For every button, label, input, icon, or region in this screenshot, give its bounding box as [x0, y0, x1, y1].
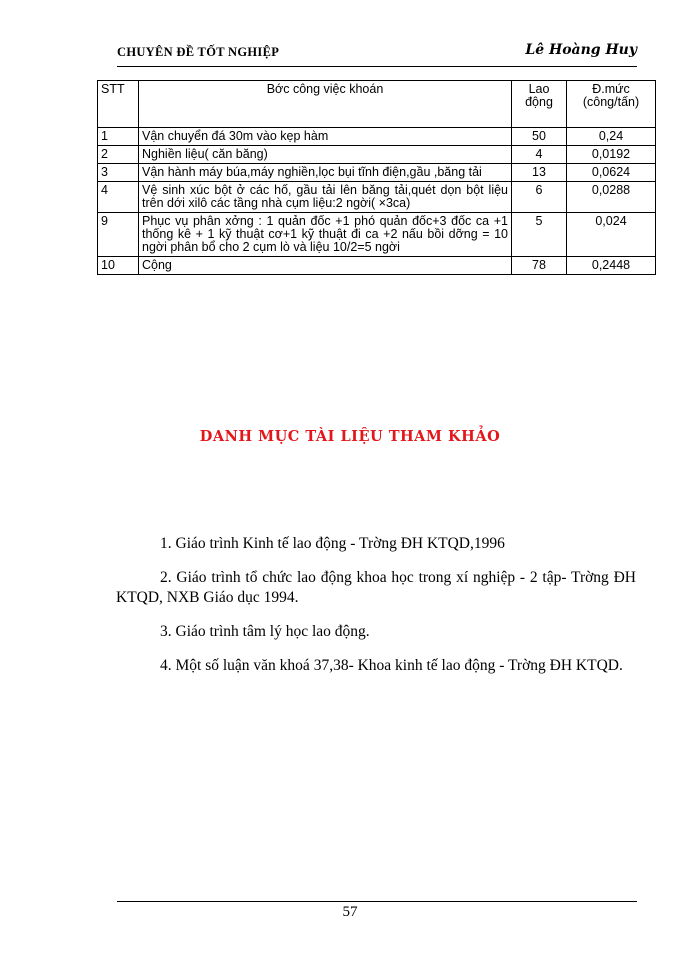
cell-rate: 0,024: [567, 213, 656, 257]
cell-rate: 0,2448: [567, 257, 656, 275]
header-stt: STT: [98, 81, 139, 128]
footer-divider: [117, 901, 637, 902]
cell-rate: 0,0624: [567, 164, 656, 182]
cell-labor: 5: [512, 213, 567, 257]
table-row: [98, 257, 656, 275]
references-list: [116, 534, 636, 690]
cell-rate: 0,0288: [567, 182, 656, 213]
cell-task: Vận hành máy búa,máy nghiền,lọc bụi tĩnh điện,gầu ,băng tải: [139, 164, 512, 182]
cell-task: Phục vụ phân xởng : 1 quản đốc +1 phó quản đốc+3 đốc ca +1 thống kê + 1 kỹ thuật cơ+1 kỹ thuật đi ca +2 nấu bồi dỡng = 10 ngời phân bổ cho 2 cụm lò và liệu 10/2=5 ngời: [139, 213, 512, 257]
header-author: Lê Hoàng Huy: [525, 42, 637, 58]
table-row: [98, 146, 656, 164]
header-rate: Đ.mức (công/tấn): [567, 81, 656, 128]
cell-labor: 78: [512, 257, 567, 275]
cell-labor: 6: [512, 182, 567, 213]
cell-task: Vận chuyển đá 30m vào kẹp hàm: [139, 128, 512, 146]
cell-labor: 4: [512, 146, 567, 164]
cell-rate: 0,0192: [567, 146, 656, 164]
header-title: CHUYÊN ĐỀ TỐT NGHIỆP: [117, 45, 280, 59]
table-row: [98, 164, 656, 182]
cell-stt: 1: [98, 128, 139, 146]
work-norm-table: [97, 80, 656, 275]
cell-stt: 10: [98, 257, 139, 275]
cell-stt: 9: [98, 213, 139, 257]
cell-labor: 50: [512, 128, 567, 146]
reference-item: 1. Giáo trình Kinh tế lao động - Trờng ĐH KTQD,1996: [160, 535, 505, 552]
cell-stt: 3: [98, 164, 139, 182]
page-number: 57: [342, 904, 358, 920]
cell-task: Cộng: [139, 257, 512, 275]
cell-stt: 2: [98, 146, 139, 164]
cell-task: Nghiền liệu( căn băng): [139, 146, 512, 164]
table-row: [98, 213, 656, 257]
reference-item: 3. Giáo trình tâm lý học lao động.: [160, 623, 370, 640]
header-labor: Lao động: [512, 81, 567, 128]
cell-rate: 0,24: [567, 128, 656, 146]
cell-labor: 13: [512, 164, 567, 182]
table-row: [98, 128, 656, 146]
cell-stt: 4: [98, 182, 139, 213]
reference-item: 2. Giáo trình tổ chức lao động khoa học trong xí nghiệp - 2 tập- Trờng ĐH KTQD, NXB Giáo dục 1994.: [116, 569, 636, 606]
references-title: DANH MỤC TÀI LIỆU THAM KHẢO: [199, 428, 501, 445]
page-header: [117, 42, 637, 67]
reference-item: 4. Một số luận văn khoá 37,38- Khoa kinh tế lao động - Trờng ĐH KTQD.: [160, 657, 623, 674]
header-task: Bớc công việc khoán: [139, 81, 512, 128]
table-header-row: [98, 81, 656, 128]
cell-task: Vệ sinh xúc bột ở các hố, gầu tải lên băng tải,quét dọn bột liệu trên dới xilô các tầng nhà cụm liệu:2 ngời( ×3ca): [139, 182, 512, 213]
table-row: [98, 182, 656, 213]
